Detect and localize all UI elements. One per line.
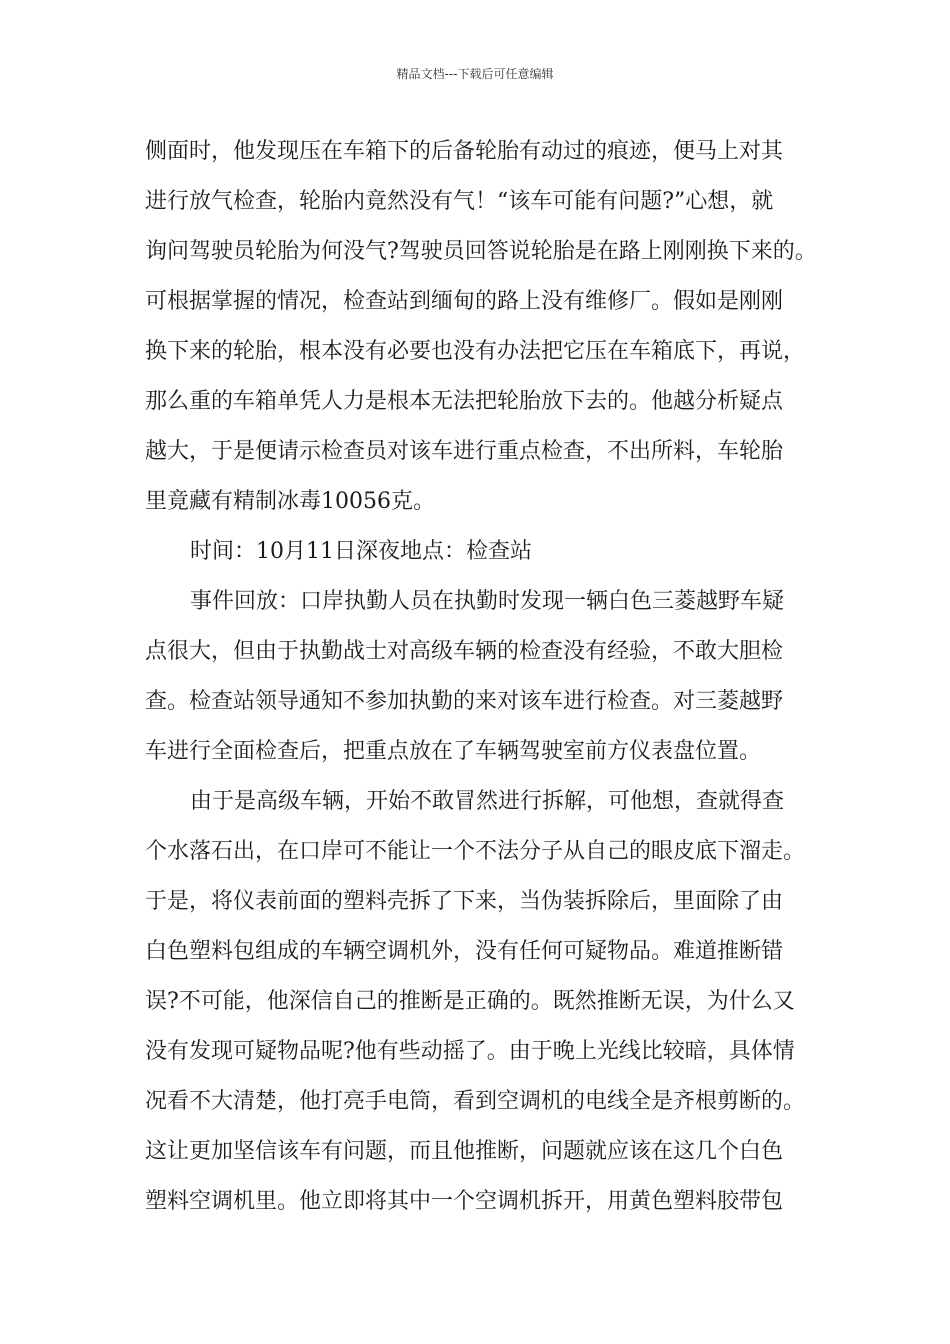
text-line: 可根据掌握的情况，检查站到缅甸的路上没有维修厂。假如是刚刚 xyxy=(145,289,784,314)
text-line: 于是，将仪表前面的塑料壳拆了下来，当伪装拆除后，里面除了由 xyxy=(145,889,784,914)
text-line: 换下来的轮胎，根本没有必要也没有办法把它压在车箱底下，再说， xyxy=(145,339,806,364)
text-line: 塑料空调机里。他立即将其中一个空调机拆开，用黄色塑料胶带包 xyxy=(145,1189,784,1214)
text-line: 没有发现可疑物品呢?他有些动摇了。由于晚上光线比较暗，具体情 xyxy=(145,1039,795,1064)
text-line: 侧面时，他发现压在车箱下的后备轮胎有动过的痕迹，便马上对其 xyxy=(145,139,784,164)
text-line: 那么重的车箱单凭人力是根本无法把轮胎放下去的。他越分析疑点 xyxy=(145,389,784,414)
text-line: 点很大，但由于执勤战士对高级车辆的检查没有经验，不敢大胆检 xyxy=(145,639,784,664)
document-body xyxy=(145,127,835,1227)
text-line: 车进行全面检查后，把重点放在了车辆驾驶室前方仪表盘位置。 xyxy=(145,739,762,764)
text-line: 白色塑料包组成的车辆空调机外，没有任何可疑物品。难道推断错 xyxy=(145,939,784,964)
text-line: 这让更加坚信该车有问题，而且他推断，问题就应该在这几个白色 xyxy=(145,1139,784,1164)
text-line: 询问驾驶员轮胎为何没气?驾驶员回答说轮胎是在路上刚刚换下来的。 xyxy=(145,239,817,264)
text-line: 越大，于是便请示检查员对该车进行重点检查，不出所料，车轮胎 xyxy=(145,439,784,464)
text-line: 误?不可能，他深信自己的推断是正确的。既然推断无误，为什么又 xyxy=(145,989,795,1014)
page-header: 精品文档---下载后可任意编辑 xyxy=(396,67,554,81)
text-line: 查。检查站领导通知不参加执勤的来对该车进行检查。对三菱越野 xyxy=(145,689,784,714)
text-line: 由于是高级车辆，开始不敢冒然进行拆解，可他想，查就得查 xyxy=(190,789,785,814)
text-line: 进行放气检查，轮胎内竟然没有气！“该车可能有问题?”心想，就 xyxy=(145,189,774,214)
text-line: 里竟藏有精制冰毒10056克。 xyxy=(145,489,435,514)
text-line: 事件回放：口岸执勤人员在执勤时发现一辆白色三菱越野车疑 xyxy=(190,589,785,614)
text-line: 时间：10月11日深夜地点：检查站 xyxy=(190,539,532,564)
text-line: 个水落石出，在口岸可不能让一个不法分子从自己的眼皮底下溜走。 xyxy=(145,839,806,864)
text-line: 况看不大清楚，他打亮手电筒，看到空调机的电线全是齐根剪断的。 xyxy=(145,1089,806,1114)
